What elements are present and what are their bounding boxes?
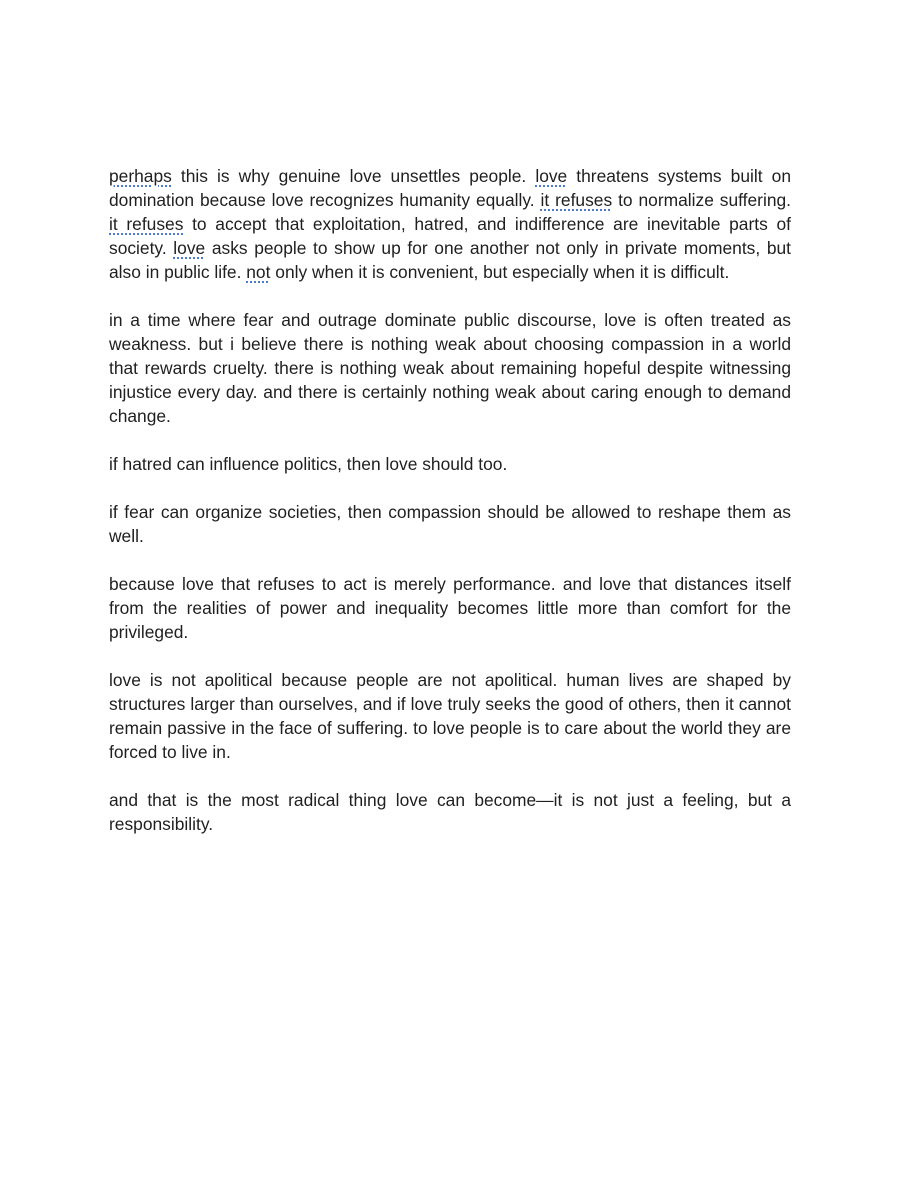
spellcheck-flagged-word[interactable]: love — [535, 166, 568, 186]
document-paragraph — [109, 788, 791, 836]
spellcheck-flagged-word[interactable]: perhaps — [109, 166, 172, 186]
document-paragraph — [109, 308, 791, 428]
paragraph-text: threatens systems built on domination because love recognizes humanity equally. — [109, 166, 791, 210]
spellcheck-flagged-word[interactable]: not — [246, 262, 271, 282]
paragraph-text: and that is the most radical thing love can become—it is not just a feeling, but a responsibility. — [109, 790, 791, 834]
paragraph-text: to accept that exploitation, hatred, and indifference are inevitable parts of society. — [109, 214, 791, 258]
paragraph-text: only when it is convenient, but especially when it is difficult. — [270, 262, 730, 282]
paragraph-text: to normalize suffering. — [612, 190, 791, 210]
paragraph-text: love is not apolitical because people are not apolitical. human lives are shaped by structures larger than ourselves, and if love truly seeks the good of others, then it cannot remain passive in the face of suffering. to love people is to care about the world they are forced to live in. — [109, 670, 791, 762]
document-body[interactable] — [109, 164, 791, 836]
document-paragraph — [109, 164, 791, 284]
paragraph-text: because love that refuses to act is merely performance. and love that distances itself from the realities of power and inequality becomes little more than comfort for the privileged. — [109, 574, 791, 642]
spellcheck-flagged-word[interactable]: love — [173, 238, 206, 258]
paragraph-text: if fear can organize societies, then compassion should be allowed to reshape them as well. — [109, 502, 791, 546]
document-paragraph — [109, 452, 791, 476]
paragraph-text: in a time where fear and outrage dominate public discourse, love is often treated as weakness. but i believe there is nothing weak about choosing compassion in a world that rewards cruelty. there is nothing weak about remaining hopeful despite witnessing injustice every day. and there is certainly nothing weak about caring enough to demand change. — [109, 310, 791, 426]
paragraph-text: asks people to show up for one another not only in private moments, but also in public life. — [109, 238, 791, 282]
document-paragraph — [109, 500, 791, 548]
paragraph-text: if hatred can influence politics, then love should too. — [109, 454, 508, 474]
document-paragraph — [109, 572, 791, 644]
spellcheck-flagged-word[interactable]: it refuses — [540, 190, 613, 210]
spellcheck-flagged-word[interactable]: it refuses — [109, 214, 184, 234]
document-paragraph — [109, 668, 791, 764]
paragraph-text: this is why genuine love unsettles people. — [171, 166, 536, 186]
